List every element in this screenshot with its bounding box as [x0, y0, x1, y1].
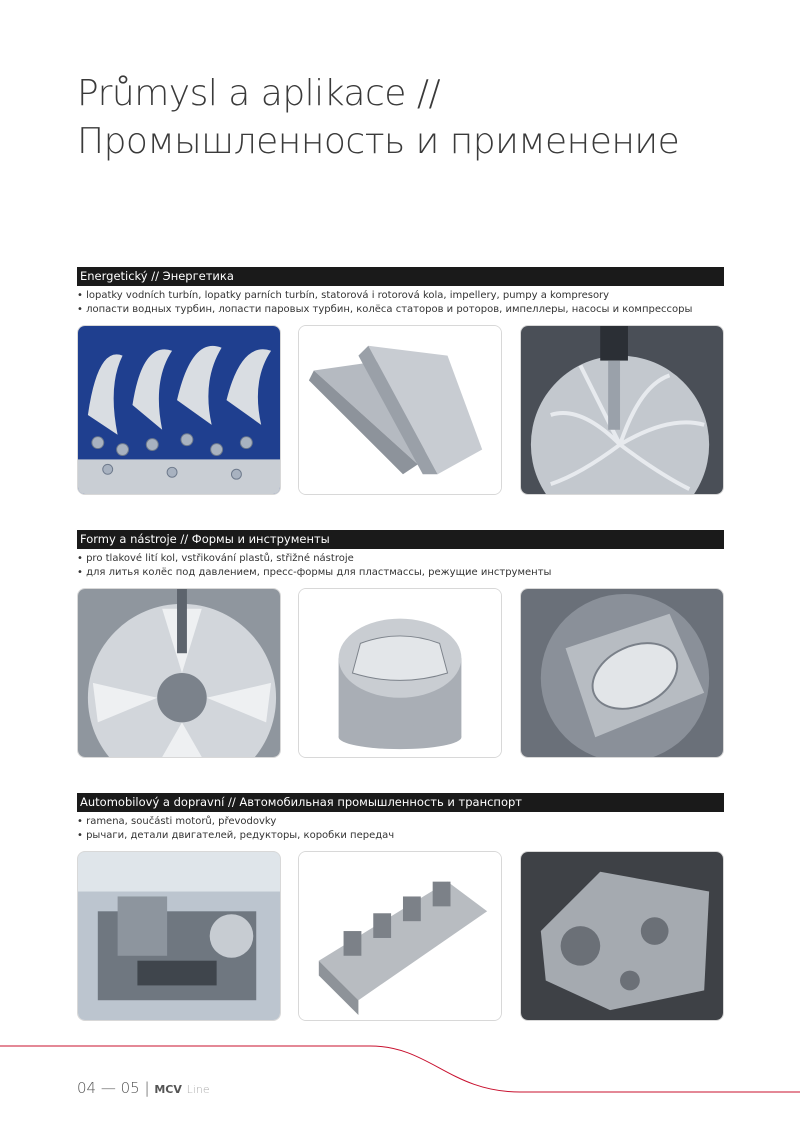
- photo-cylinder-head: [298, 851, 502, 1021]
- page-numbers: 04 — 05: [77, 1079, 140, 1097]
- bullet-list: [77, 815, 724, 843]
- photo-row: [77, 588, 724, 758]
- photo-mold-insert: [298, 588, 502, 758]
- photo-steel-blades: [298, 325, 502, 495]
- section-heading: Formy a nástroje // Формы и инструменты: [77, 530, 724, 549]
- section-heading: Energetický // Энергетика: [77, 267, 724, 286]
- photo-automotive-fixture: [77, 851, 281, 1021]
- photo-row: [77, 325, 724, 495]
- photo-gearbox-housing: [520, 851, 724, 1021]
- page-title: [77, 70, 679, 166]
- photo-impeller-milling: [520, 325, 724, 495]
- bullet-item: • lopatky vodních turbín, lopatky parních turbín, statorová i rotorová kola, impellery, pumpy a kompresory: [77, 289, 724, 303]
- page-footer: [77, 1079, 210, 1097]
- bullet-item: • рычаги, детали двигателей, редукторы, коробки передач: [77, 829, 724, 843]
- section-heading: Automobilový a dopravní // Автомобильная промышленность и транспорт: [77, 793, 724, 812]
- bullet-item: • ramena, součásti motorů, převodovky: [77, 815, 724, 829]
- bullet-list: [77, 289, 724, 317]
- brand-name: MCV: [154, 1083, 182, 1096]
- page-title-line1: Průmysl a aplikace //: [77, 73, 441, 114]
- footer-separator: |: [144, 1079, 150, 1097]
- photo-mold-cavity: [520, 588, 724, 758]
- photo-row: [77, 851, 724, 1021]
- section-molds-tools: [77, 530, 724, 580]
- bullet-item: • лопасти водных турбин, лопасти паровых турбин, колёса статоров и роторов, импеллеры, насосы и компрессоры: [77, 303, 724, 317]
- bullet-item: • для литья колёс под давлением, пресс-формы для пластмассы, режущие инструменты: [77, 566, 724, 580]
- photo-turbine-blades: [77, 325, 281, 495]
- bullet-item: • pro tlakové lití kol, vstřikování plastů, střižné nástroje: [77, 552, 724, 566]
- photo-wheel-die: [77, 588, 281, 758]
- bullet-list: [77, 552, 724, 580]
- section-automotive: [77, 793, 724, 843]
- section-energy: [77, 267, 724, 317]
- brand-suffix: Line: [186, 1083, 210, 1096]
- page-title-line2: Промышленность и применение: [77, 121, 680, 162]
